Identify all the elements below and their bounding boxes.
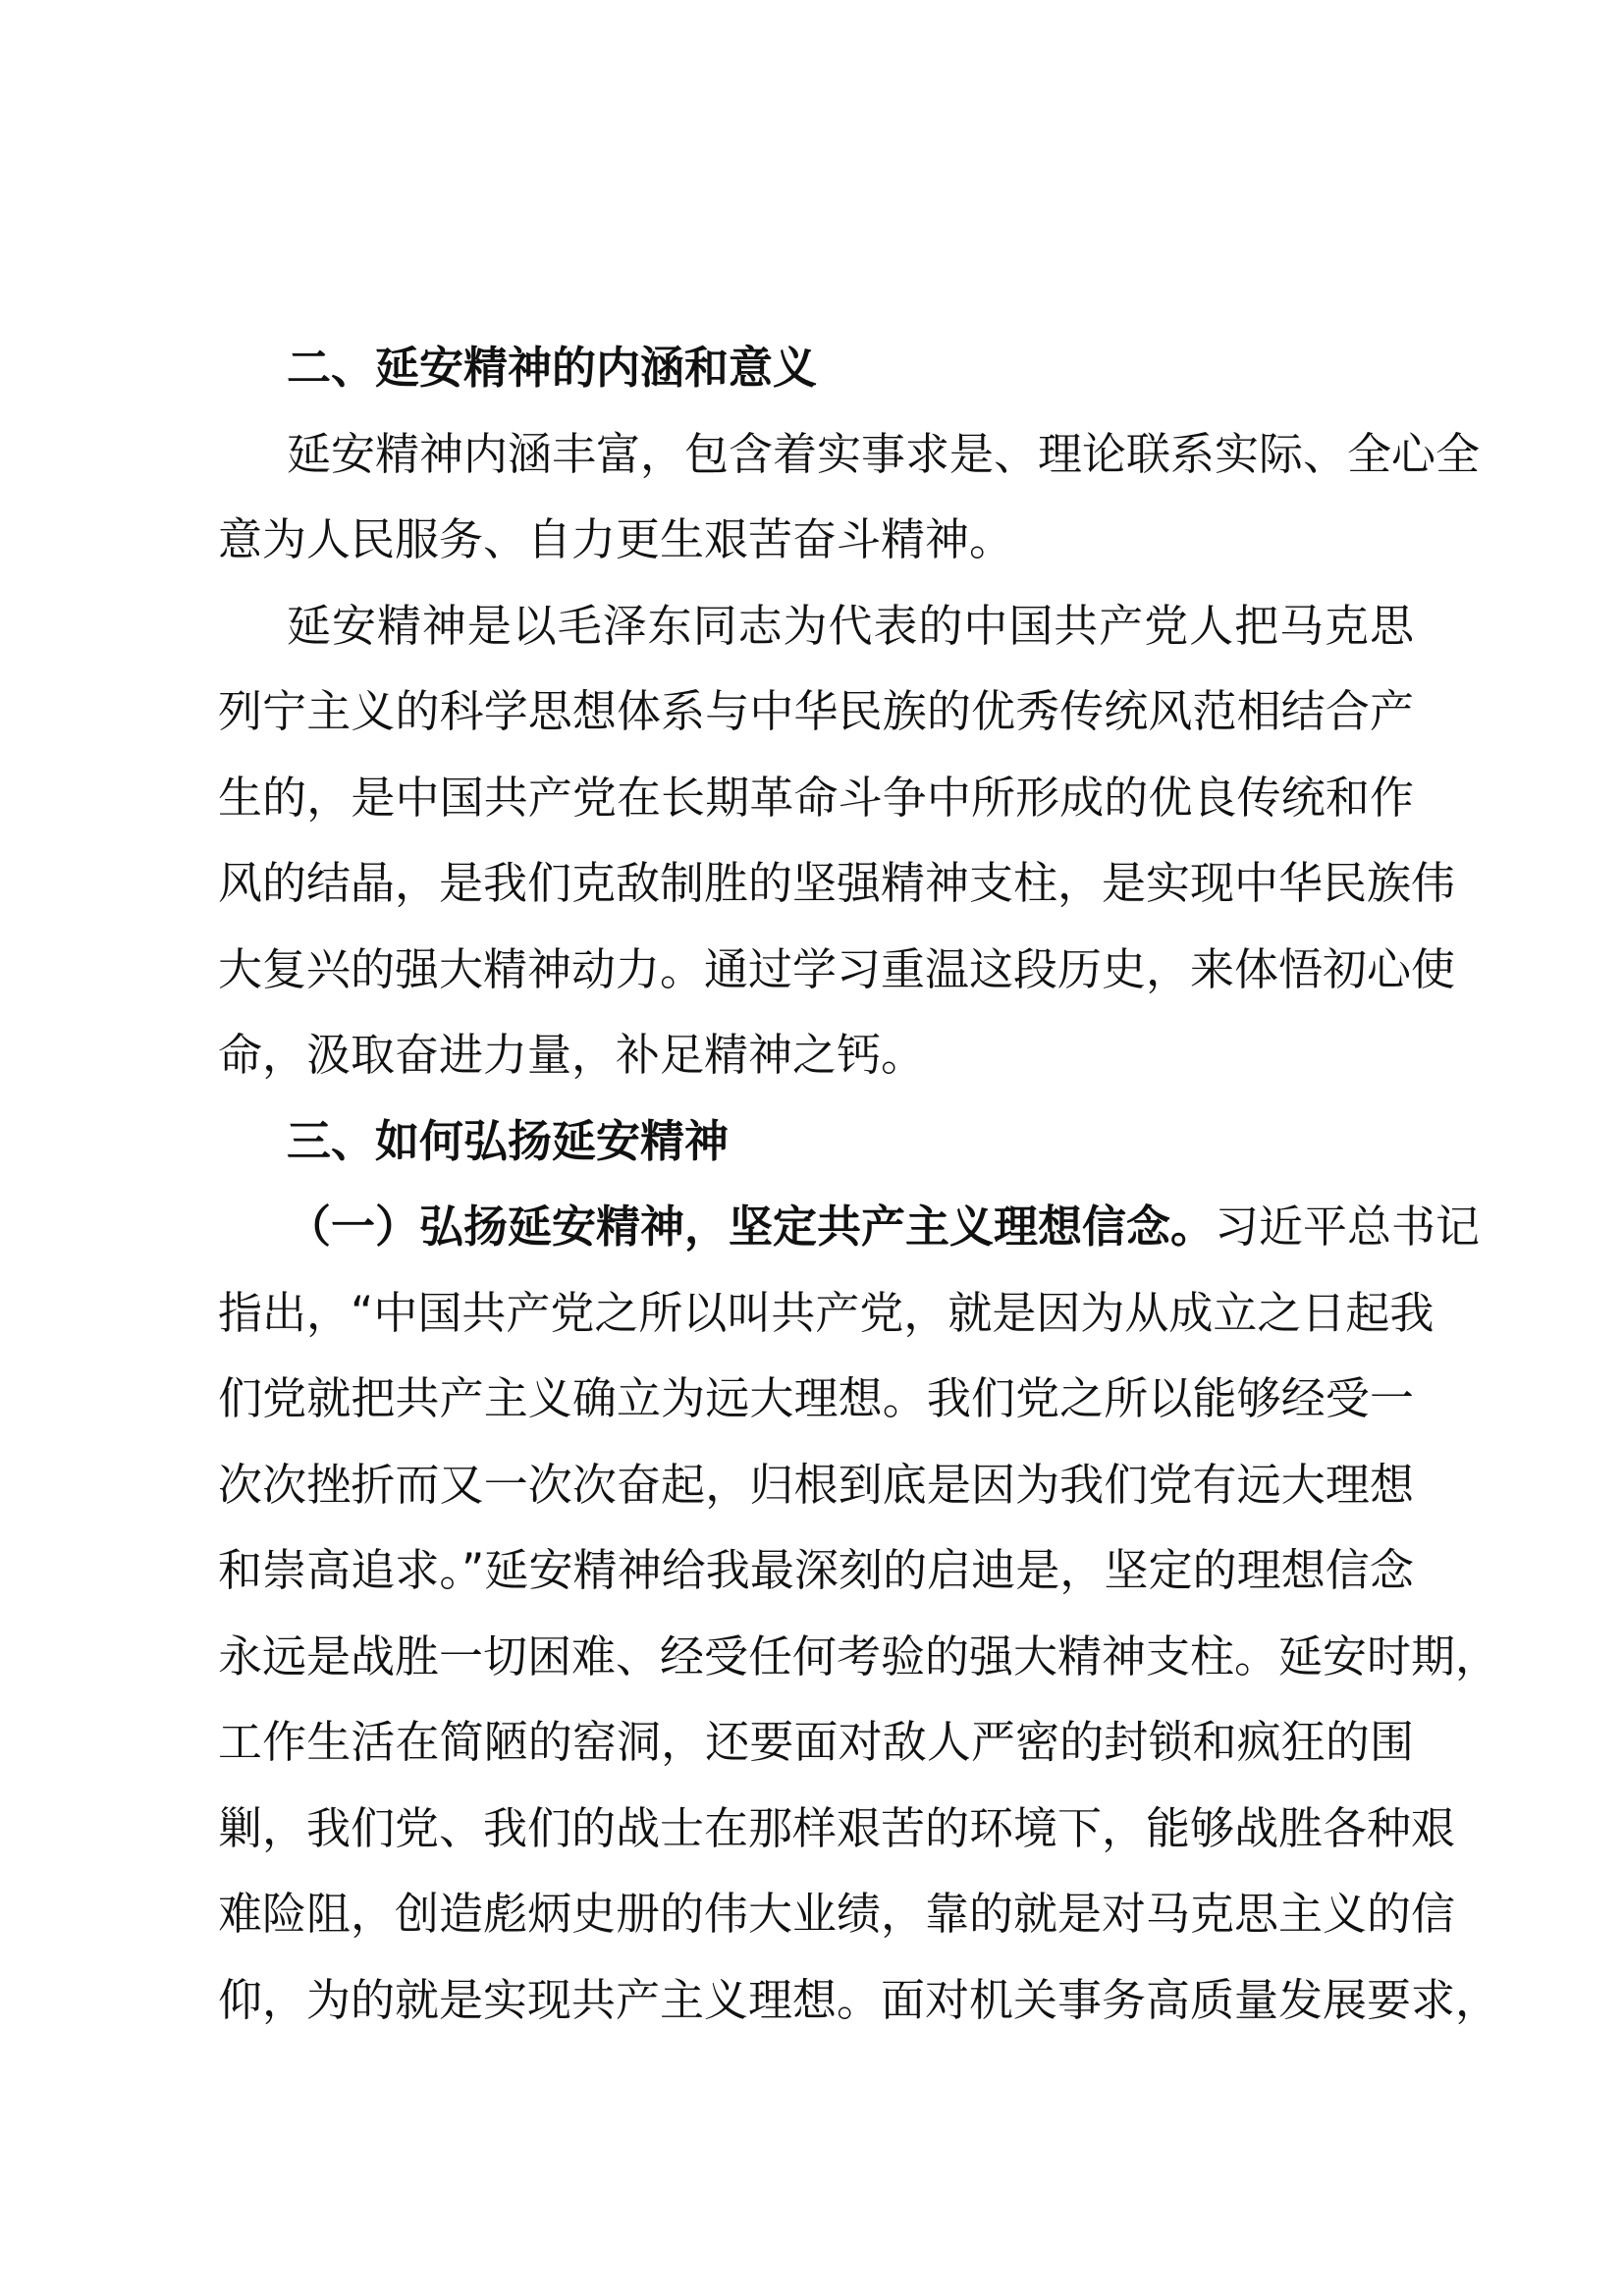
section-heading: 二、延安精神的内涵和意义	[287, 342, 818, 394]
paragraph-line: 延安精神是以毛泽东同志为代表的中国共产党人把马克思	[287, 599, 1414, 652]
paragraph-line: 和崇高追求。”延安精神给我最深刻的启迪是，坚定的理想信念	[218, 1544, 1414, 1596]
paragraph-line: 仰，为的就是实现共产主义理想。面对机关事务高质量发展要求，	[218, 1973, 1500, 2026]
paragraph-line: 次次挫折而又一次次奋起，归根到底是因为我们党有远大理想	[218, 1458, 1414, 1511]
paragraph-line: 永远是战胜一切困难、经受任何考验的强大精神支柱。延安时期，	[218, 1629, 1500, 1682]
paragraph-line: 命，汲取奋进力量，补足精神之钙。	[218, 1029, 926, 1081]
paragraph-line: 们党就把共产主义确立为远大理想。我们党之所以能够经受一	[218, 1372, 1414, 1424]
bold-lead-sentence: （一）弘扬延安精神，坚定共产主义理想信念。	[287, 1201, 1216, 1253]
paragraph-line: 难险阻，创造彪炳史册的伟大业绩，靠的就是对马克思主义的信	[218, 1888, 1456, 1940]
line-text: 习近平总书记	[1215, 1201, 1481, 1253]
paragraph-line: 延安精神内涵丰富，包含着实事求是、理论联系实际、全心全	[287, 427, 1481, 480]
paragraph-line: 指出，“中国共产党之所以叫共产党，就是因为从成立之日起我	[218, 1286, 1435, 1339]
section-heading: 三、如何弘扬延安精神	[287, 1114, 730, 1167]
paragraph-line: 生的，是中国共产党在长期革命斗争中所形成的优良传统和作	[218, 771, 1414, 824]
paragraph-line: 工作生活在简陋的窑洞，还要面对敌人严密的封锁和疯狂的围	[218, 1716, 1414, 1768]
paragraph-line: 意为人民服务、自力更生艰苦奋斗精神。	[218, 513, 1014, 565]
paragraph-line: 列宁主义的科学思想体系与中华民族的优秀传统风范相结合产	[218, 685, 1414, 737]
paragraph-line: 剿，我们党、我们的战士在那样艰苦的环境下，能够战胜各种艰	[218, 1801, 1456, 1854]
paragraph-line: 大复兴的强大精神动力。通过学习重温这段历史，来体悟初心使	[218, 942, 1456, 995]
paragraph-line: 风的结晶，是我们克敌制胜的坚强精神支柱，是实现中华民族伟	[218, 857, 1456, 909]
paragraph-line	[287, 1184, 1481, 1270]
